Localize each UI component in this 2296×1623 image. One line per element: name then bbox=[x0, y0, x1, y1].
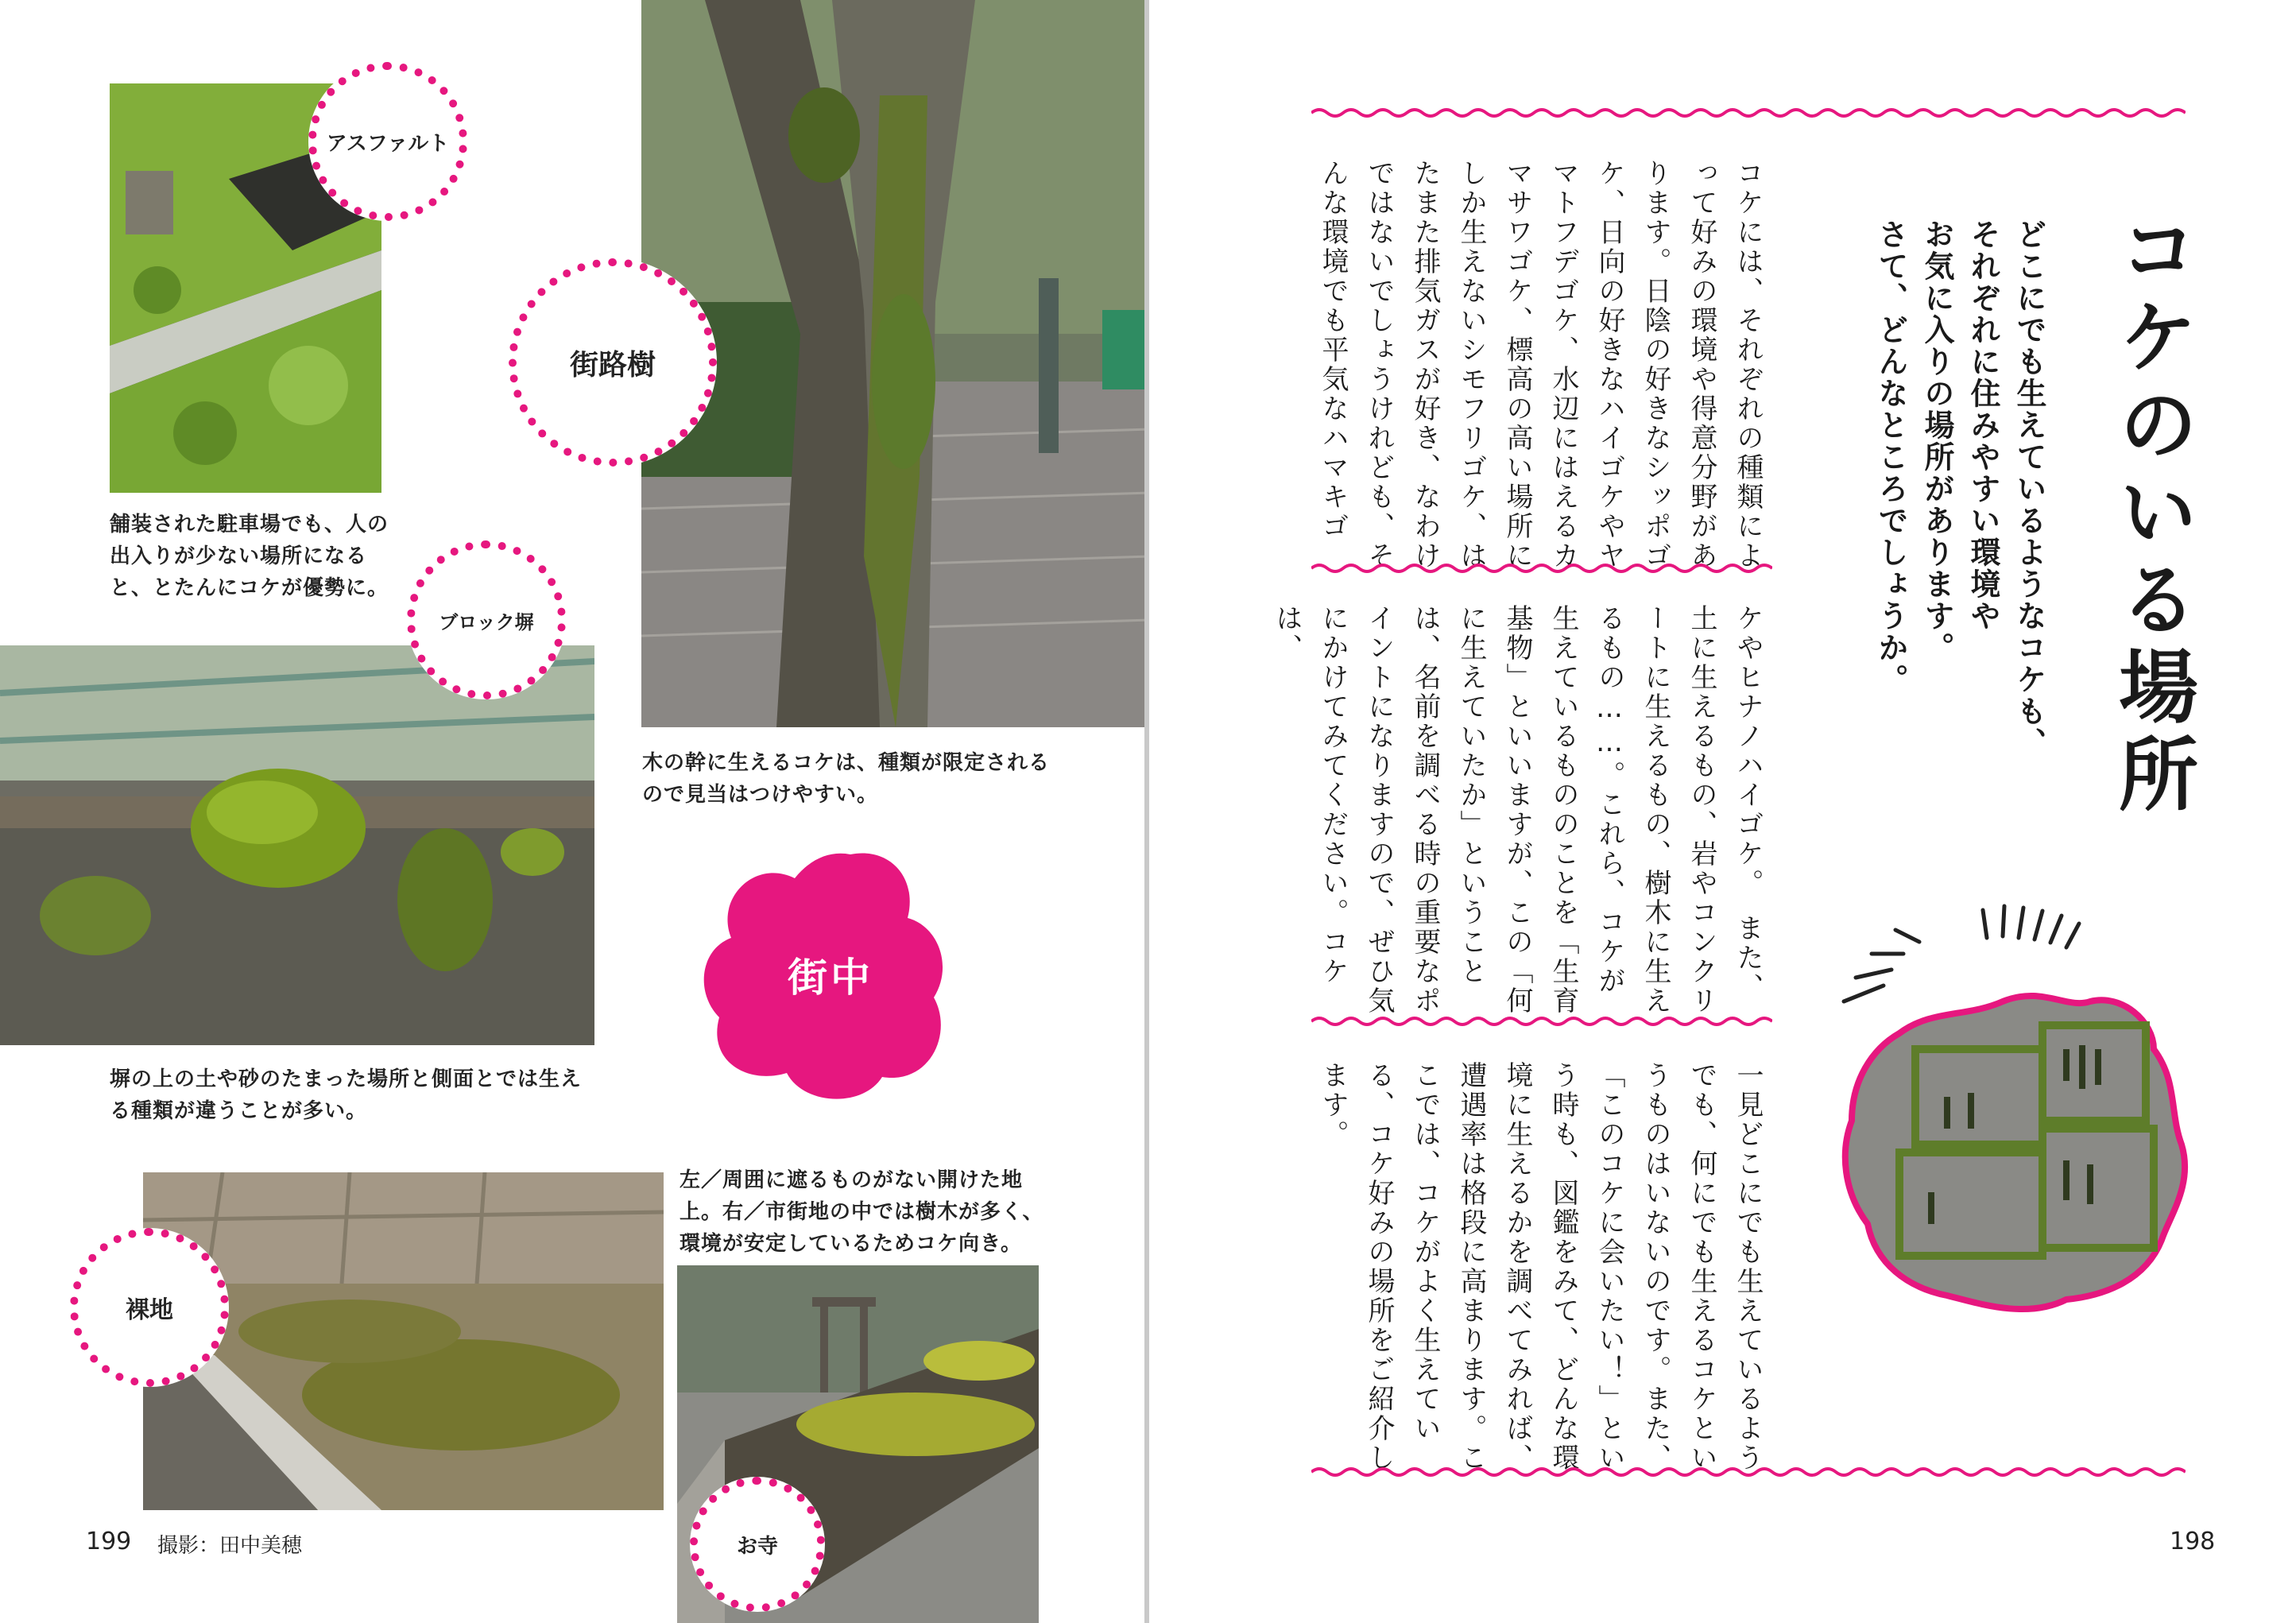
bare-ground-label-badge bbox=[70, 1228, 229, 1387]
right-page-number: 198 bbox=[2170, 1528, 2216, 1555]
street-tree-label: 街路樹 bbox=[569, 348, 656, 382]
ground-caption: 左／周囲に遮るものがない開けた地上。右／市街地の中では樹木が多く、環境が安定しているためコケ向き。 bbox=[680, 1168, 1044, 1256]
tree-caption: 木の幹に生えるコケは、種類が限定されるので見当はつけやすい。 bbox=[642, 751, 1051, 807]
left-page-number: 199 bbox=[86, 1528, 132, 1555]
asphalt-caption: 舗装された駐車場でも、人の出入りが少ない場所になると、とたんにコケが優勢に。 bbox=[110, 513, 389, 600]
asphalt-label-badge bbox=[308, 62, 467, 221]
wavy-divider-bottom bbox=[1311, 1464, 2186, 1480]
lead-line-2: それぞれに住みやすい環境や bbox=[1965, 219, 2000, 632]
block-wall-photo bbox=[0, 645, 594, 1045]
town-label: 街中 bbox=[788, 955, 873, 1001]
cobblestone-moss-illustration bbox=[1828, 890, 2193, 1327]
left-page bbox=[0, 0, 1144, 1623]
street-tree-label-badge bbox=[509, 258, 717, 467]
street-tree-photo bbox=[641, 0, 1150, 727]
body-text-block-3: 一見どこにでも生えているようでも、何にでも生えるコケというものはいないのです。また、「このコケに会いたい！」という時も、図鑑をみて、どんな環境に生えるかを調べてみれば、遭遇率は格段に高まります。ここでは、コケがよく生えている、コケ好みの場所をご紹介します。 bbox=[1317, 1061, 1764, 1473]
body-text-block-2: ケやヒナノハイゴケ。 また、土に生えるもの、岩やコンクリートに生えるもの、樹木に生えるもの……。これら、コケが生えているもののことを「生育基物」といいますが、この「何に生えていたか」ということは、名前を調べる時の重要なポイントになりますので、ぜひ気にかけてみてください。コケは、 bbox=[1271, 604, 1764, 1016]
body-text-block-1: コケには、それぞれの種類によって好みの環境や得意分野があります。日陰の好きなシッポゴケ、日向の好きなハイゴケやヤマトフデゴケ、水辺にはえるカマサワゴケ、標高の高い場所にしか生えないシモフリゴケ、はたまた排気ガスが好き、なわけではないでしょうけれども、そんな環境でも平気なハマキゴ bbox=[1317, 159, 1764, 571]
temple-label: お寺 bbox=[736, 1534, 778, 1559]
photo-credit: 撮影：田中美穂 bbox=[157, 1534, 303, 1558]
lead-paragraph bbox=[1868, 219, 2052, 759]
wavy-divider-3 bbox=[1311, 1013, 1772, 1029]
lead-line-4: さて、どんなところでしょうか。 bbox=[1873, 219, 1908, 695]
block-wall-label-badge bbox=[407, 540, 566, 699]
wavy-divider-2 bbox=[1311, 560, 1772, 576]
asphalt-label: アスファルト bbox=[326, 131, 450, 156]
page-title: コケのいる場所 bbox=[2105, 208, 2198, 820]
wall-caption: 塀の上の土や砂のたまった場所と側面とでは生える種類が違うことが多い。 bbox=[110, 1067, 583, 1123]
wavy-divider-top bbox=[1311, 105, 2186, 121]
lead-line-1: どこにでも生えているようなコケも、 bbox=[2011, 219, 2046, 759]
block-wall-label: ブロック塀 bbox=[439, 610, 534, 633]
bare-ground-label: 裸地 bbox=[126, 1296, 173, 1324]
lead-line-3: お気に入りの場所があります。 bbox=[1919, 219, 1954, 664]
temple-label-badge bbox=[690, 1477, 825, 1612]
